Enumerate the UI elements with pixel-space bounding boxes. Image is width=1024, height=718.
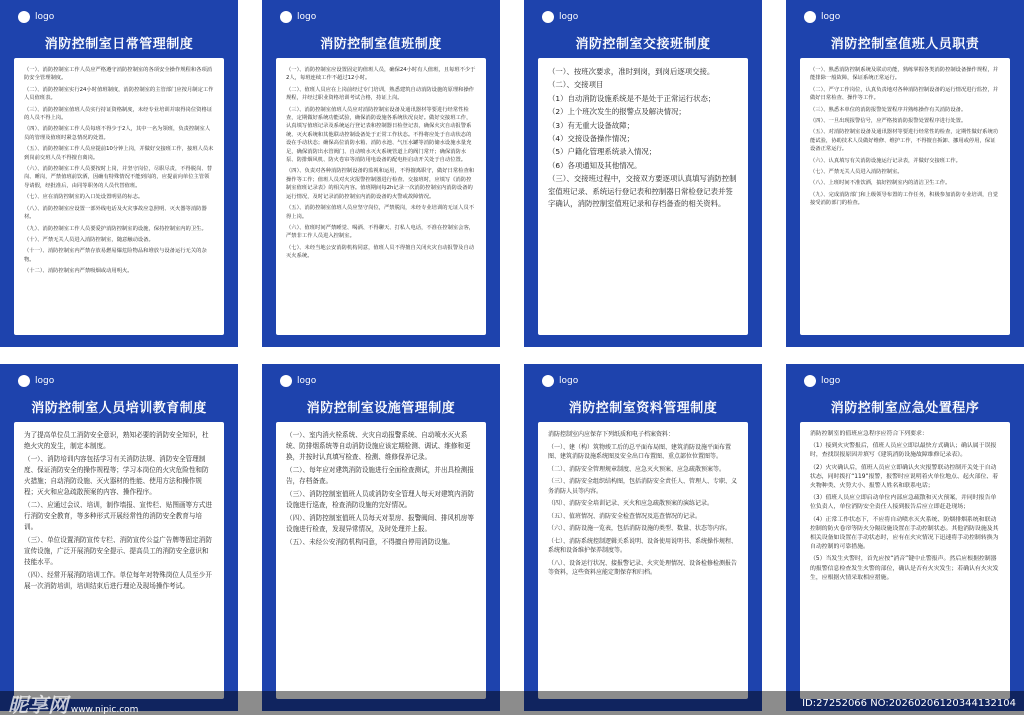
panel-duty-system	[262, 0, 500, 347]
paragraph: （四）、经常开展消防培训工作。单位每年对特殊岗位人员至少开展一次消防培训，培训结束后进行理论及现场操作考试。	[24, 571, 212, 590]
panel-title: 消防控制室人员培训教育制度	[31, 401, 207, 416]
paragraph: （二）、交接项目	[548, 80, 604, 90]
paragraph: （三）、熟悉本单位的消防报警处置程序并熟练操作有关消防设备。	[810, 106, 967, 113]
logo	[542, 375, 578, 387]
paragraph: （6）各项通知及其他情况。	[548, 160, 642, 170]
paragraph: （十）、严禁无关人员进入消防控制室，随意触动设备。	[24, 236, 154, 243]
logo-circle-icon	[542, 11, 554, 23]
paragraph: （三）、消防控制室值班人员应对消防控制室设备及通讯器材等要进行经常性检查，定期做好系统功能试验，确保消防设施各系统状况良好。做好交接班工作，认真填写值班记录及系统运行登记表和控制器日检登记表，确保火灾自动报警系统、灭火系统和其他联动控制设备处于正常工作状态。不得将应处于自动状态的设在手动状态；确保高位消防水箱、消防水池、气压水罐等消防储水设施水量充足，确保消防出水管阀门、自动喷水灭火系统管道上的阀门常开；确保消防水泵、防排烟风机、防火卷帘等消防用电设备的配电柜启动开关处于自动位置。	[286, 106, 472, 164]
paragraph: （二）、每年应对建筑消防设施进行全面检查测试，并出具检测报告，存档备查。	[286, 466, 474, 485]
paragraph: （二）、严守工作岗位，认真负责地对各种消防控制设备的运行情况进行监控，并做好日常检查、操作等工作。	[810, 86, 999, 102]
logo	[18, 375, 54, 387]
paragraph: （四）、消防控制室工作人员每班不得少于2人，其中一名为领班，负责控制室人员的管理及值班时紧急情况的处置。	[24, 126, 211, 141]
watermark-site: www.nipic.com	[70, 704, 139, 715]
logo-circle-icon	[280, 375, 292, 387]
panel-body	[276, 58, 486, 335]
paragraph: （二）、应通过会议、培训，制作墙报、宣传栏、贴图画等方式进行消防安全教育，等多种形式开展经常性的消防安全教育与培训。	[24, 501, 212, 531]
paragraph: （七）、严禁无关人员进入消防控制室。	[810, 169, 903, 176]
panel-title: 消防控制室值班人员职责	[830, 37, 980, 52]
paragraph: （1）自动消防设施系统是不是处于正常运行状态；	[548, 93, 716, 103]
paragraph: （三）、单位设置消防宣传专栏、消防宣传公益广告牌等固定消防宣传设施，广泛开展消防安全提示、提高员工的消防安全意识和技能水平。	[24, 536, 212, 566]
paragraph: （5）当发生火警时，首先应按“消音”键中止警报声。然后应根据控制器的报警信息检查发生火警的部位，确认是否有火灾发生；若确认有火灾发生，应根据火情采取相应措施。	[810, 556, 999, 581]
panel-records	[524, 364, 762, 711]
panel-title: 消防控制室资料管理制度	[568, 401, 718, 416]
panel-body	[14, 58, 224, 335]
paragraph: （八）、消防控制室应设置一部外线电话及火灾事故应急照明、灭火器等消防器材。	[24, 205, 207, 221]
paragraph: （四）、消防安全培训记录、灭火和应急疏散预案的演练记录。	[548, 500, 714, 507]
logo	[804, 11, 840, 23]
panel-duty-responsibilities	[786, 0, 1024, 347]
paragraph: （七）、未经当地公安消防机构同意，值班人员不得擅自关闭火灾自动报警及自动灭火系统。	[286, 244, 475, 260]
paragraph: （一）、按班次要求，准时到岗，到岗后逐项交接。	[548, 67, 715, 76]
paragraph: （一）、消防控制室应设置固定的值班人员，确保24小时有人值班，且每班不少于2人，每班连续工作不超过12小时。	[286, 67, 476, 82]
paragraph: （3）值班人员应立即启动单位内部应急疏散和灭火预案，并同时报告单位负责人，单位消防安全责任人接到报告后应立即赶赴现场；	[810, 495, 997, 511]
watermark-brand-text: 昵享网	[8, 692, 68, 717]
paragraph: （三）、消防控制室值班人员实行持证资格制度，未经专业培训并取得岗位资格证的人员不得上岗。	[24, 106, 213, 122]
logo	[18, 11, 54, 23]
panel-body	[800, 422, 1010, 699]
paragraph: （一）、建（构）筑物竣工后的总平面布局图、建筑消防设施平面布置图、建筑消防设施系统图及安全出口布置图、重点部位位置图等。	[548, 443, 732, 460]
logo-circle-icon	[804, 11, 816, 23]
paragraph: （3）有无重大设备故障；	[548, 120, 635, 130]
paragraph: （2）火灾确认后，值班人员应立即确认火灾报警联动控制开关处于自动状态，同时拨打“119”报警，报警时应说明着火单位地点、起火部位、着火物种类、火势大小、报警人姓名和联系电话；	[810, 464, 999, 490]
logo-text: logo	[297, 12, 317, 22]
paragraph: （四）、负责对各种消防控制设备的监视和运用，不得擅离职守，做好日常检查和操作等工作；值班人员对火灾报警控制器进行检查、交接班时，应填写《消防控制室值班记录表》的相关内容。值班期间每2h记录一次消防控制室内消防设备的运行情况，及时记录消防控制室内消防设备的火警或故障情况。	[286, 168, 475, 200]
panel-body	[538, 58, 748, 335]
paragraph: （四）、消防控制室值班人员每天对泵房、报警阀间、排风机房等设施进行检查，发现异常情况，及时处理并上报。	[286, 514, 474, 533]
paragraph: （二）、值班人员应在上岗前经过专门培训，熟悉建筑自动消防设施的原理和操作规程，并经过职业资格培训考试合格，持证上岗。	[286, 86, 475, 102]
logo-text: logo	[821, 376, 841, 386]
paragraph: （八）、设备运行状况、接报警记录、火灾处理情况、设备检修检测报告等资料，这些资料应能定期保存和归档。	[548, 559, 738, 576]
paragraph: （4）交接设备操作情况；	[548, 134, 635, 144]
paragraph: （4）正常工作状态下，不应将自动喷水灭火系统、防烟排烟系统和联动控制的防火卷帘等防火分隔设施设置在手动控制状态。其他消防设施及其相关设备如设置在手动状态时，应有在火灾情况下迅速将手动控制转换为自动控制的可靠措施。	[810, 516, 999, 551]
panel-facilities	[262, 364, 500, 711]
paragraph: （十二）、消防控制室内严禁吸烟或动用明火。	[24, 268, 133, 275]
logo-text: logo	[559, 12, 579, 22]
logo	[280, 11, 316, 23]
paragraph: （一）、消防控制室工作人员应严格遵守消防控制室的各项安全操作规程和各项消防安全管理制度。	[24, 67, 213, 82]
paragraph: （五）、未经公安消防机构同意，不得擅自停用消防设施。	[286, 538, 455, 546]
paragraph: （一）、室内消火栓系统、火灾自动报警系统、自动喷水灭火系统、防排烟系统等自动消防设施应该定期检测、调试、维修和更换，并按时认真填写检查、检测、维修保养记录。	[286, 431, 471, 461]
paragraph: （二）、消防控制室实行24小时值班制度，消防控制室的主管部门应按月制定工作人员值班表。	[24, 86, 214, 102]
paragraph: （九）、完成消防部门和上级领导布置的工作任务，积极参加消防专业培训，自觉接受消防部门的检查。	[810, 191, 999, 207]
watermark-id: ID:27252066 NO:20260206120344132104	[802, 697, 1016, 709]
logo	[804, 375, 840, 387]
panel-handover	[524, 0, 762, 347]
panel-daily-management	[0, 0, 238, 347]
panel-emergency	[786, 364, 1024, 711]
paragraph: （六）、值班时间严禁睡觉、喝酒、不得聊天、打私人电话，不准在控制室会客，严禁非工作人员进入控制室。	[286, 224, 475, 240]
logo	[280, 375, 316, 387]
paragraph: （四）、一旦出现报警信号，应严格按消防报警处置程序进行处置。	[810, 118, 967, 125]
panel-title: 消防控制室值班制度	[320, 37, 442, 52]
logo-circle-icon	[18, 11, 30, 23]
logo-text: logo	[35, 376, 55, 386]
logo-text: logo	[821, 12, 841, 22]
paragraph: （五）、消防控制室值班人员应坚守岗位，严禁脱岗，未经专业培训的无证人员不得上岗。	[286, 205, 475, 220]
paragraph: （5）户籍化管理系统录入情况；	[548, 147, 657, 157]
watermark-bar	[0, 691, 1024, 715]
panel-title: 消防控制室交接班制度	[575, 37, 711, 52]
logo-circle-icon	[280, 11, 292, 23]
panel-body	[276, 422, 486, 699]
paragraph: （七）、应在消防控制室的入口处设置明显的标志。	[24, 194, 144, 201]
paragraph: （1）接到火灾警报后，值班人员应立即以最快方式确认；确认属于误报时，查找误报原因并填写《建筑消防设施故障维修记录表》。	[810, 443, 997, 459]
watermark-brand	[8, 689, 138, 718]
paragraph: （五）、对消防控制室设备及通讯器材等要进行经常性的检查，定期性做好系统功能试验，协助技术人员做好维修、维护工作，不得擅自拆卸、挪用或停用，保证设备正常运行。	[810, 129, 999, 153]
logo-text: logo	[297, 376, 317, 386]
panel-body	[538, 422, 748, 699]
panel-title: 消防控制室应急处置程序	[830, 401, 980, 416]
paragraph: （二）、消防安全管理规章制度、应急灭火预案、应急疏散预案等。	[548, 465, 726, 473]
paragraph: （五）、消防控制室工作人员应提前10分钟上岗，并做好交接班工作，接班人员未到岗前交班人员不得擅自离岗。	[24, 146, 214, 161]
paragraph: （六）、认真填写有关消防设施运行记录表，并做好交接班工作。	[810, 157, 961, 164]
panel-title: 消防控制室日常管理制度	[44, 37, 194, 52]
panel-body	[800, 58, 1010, 335]
paragraph: （九）、消防控制室工作人员要爱护消防控制室的设施，保持控制室内的卫生。	[24, 225, 207, 232]
logo-circle-icon	[542, 375, 554, 387]
paragraph: （五）、值班情况、消防安全检查情况及巡查情况的记录。	[548, 512, 702, 520]
paragraph: （2）上个班次发生的报警点及解决情况；	[548, 107, 686, 117]
paragraph: （六）、消防设施一览表，包括消防设施的类型、数量、状态等内容。	[548, 525, 732, 532]
panel-title: 消防控制室设施管理制度	[306, 401, 456, 416]
logo-circle-icon	[18, 375, 30, 387]
paragraph: （三）、交接班过程中，交接双方要逐项认真填写消防控制室值班记录、系统运行登记表和控制器日常检登记表并签字确认，消防控制室值班记录和存档备查的相关资料。	[548, 174, 737, 209]
paragraph: （八）、上班时间不准饮酒，搞好控制室内的清洁卫生工作。	[810, 180, 951, 187]
paragraph: （一）、消防培训内容包括学习有关消防法规、消防安全管理制度、保证消防安全的操作规程等；学习本岗位的火灾危险性和防火措施；自动消防设施、灭火器材的性能、使用方法和操作规程；灭火和应急疏散预案的内容、操作程序。	[24, 455, 209, 496]
paragraph: （三）、消防安全组织结构图，包括消防安全责任人、管理人、专职、义务消防人员等内容。	[548, 478, 738, 495]
panel-training	[0, 364, 238, 711]
panel-body	[14, 422, 224, 699]
paragraph: （一）、熟悉消防控制系统及联动功能，熟练掌握各类消防控制设备操作规程，并能排除一般故障，保证系统正常运行。	[810, 67, 999, 82]
paragraph: 消防控制室内应保存下列纸质和电子档案资料：	[548, 431, 675, 438]
paragraph: （七）、消防系统控制逻辑关系说明、设备使用说明书、系统操作规程、系统和设备维护保养制度等。	[548, 537, 738, 554]
paragraph: （三）、消防控制室值班人员或消防安全管理人每天对建筑内消防设施进行巡查，检查消防设施的完好情况。	[286, 490, 474, 509]
logo-text: logo	[35, 12, 55, 22]
paragraph: （六）、消防控制室工作人员要按时上岗，并坚守岗位，尽职尽责，不得脱岗、替岗、睡岗，严禁值班前饮酒，因确有特殊情况不能到岗的，应提前向单位主管领导请假，经批准后，由同等职务的人员代替值班。	[24, 166, 213, 189]
paragraph: （十一）、消防控制室内严禁存放易燃易爆危险物品和堆放与设备运行无关的杂物。	[24, 248, 207, 263]
logo-text: logo	[559, 376, 579, 386]
paragraph: 消防控制室的值班应急程序应符合下列要求：	[810, 431, 928, 437]
logo	[542, 11, 578, 23]
logo-circle-icon	[804, 375, 816, 387]
paragraph: 为了提高单位员工消防安全意识，熟知必要的消防安全知识，杜绝火灾的发生，制定本制度。	[24, 431, 209, 450]
